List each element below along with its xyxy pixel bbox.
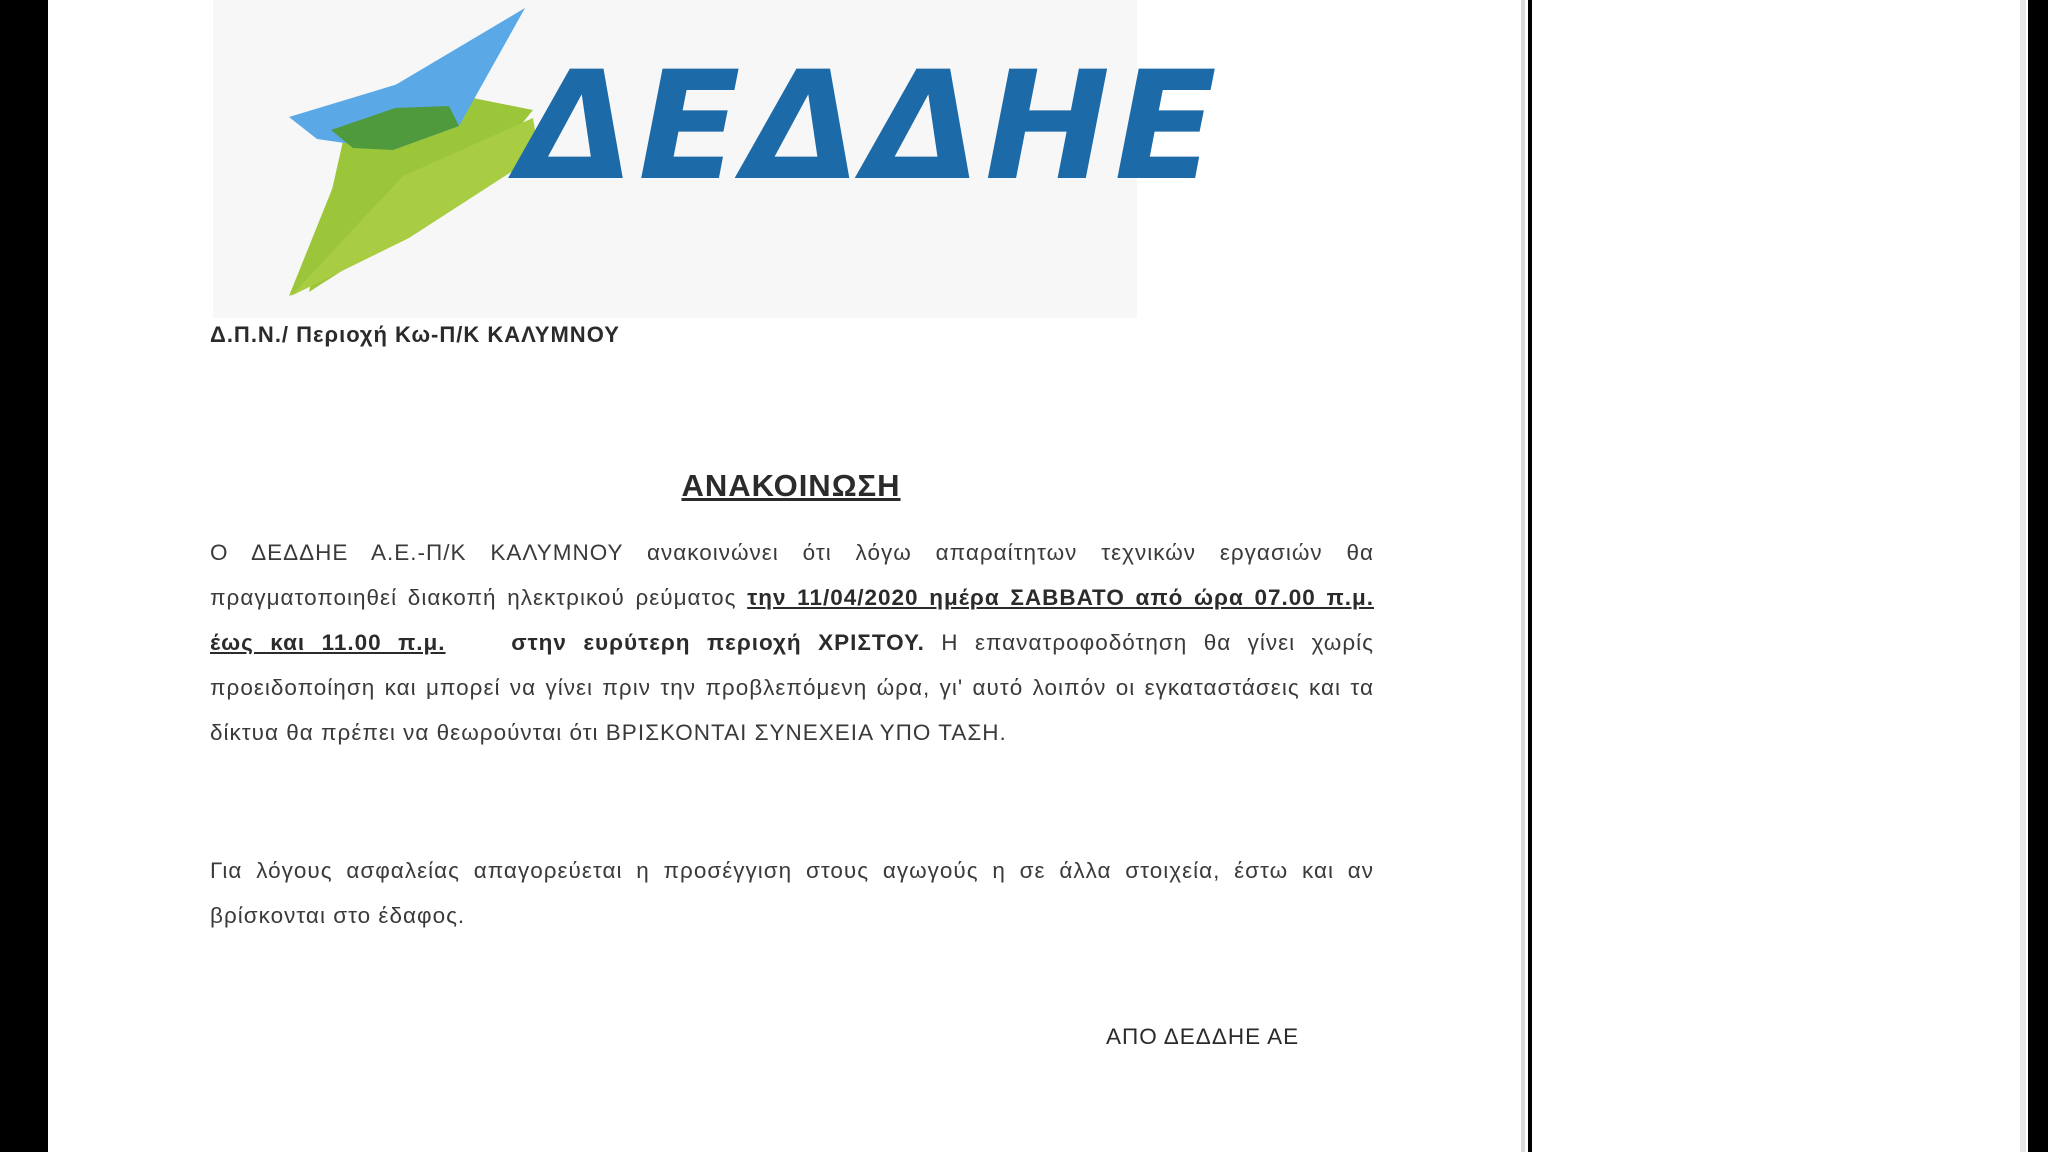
paragraph-1-rest: Η επανατροφοδότηση θα γίνει χωρίς προειδοποίηση και μπορεί να γίνει πριν την προβλεπόμενη ώρα, γι' αυτό λοιπόν οι εγκαταστάσεις και τα δίκτυα θα πρέπει να θεωρούνται ότι ΒΡΙΣΚΟΝΤΑΙ ΣΥΝΕΧΕΙΑ ΥΠΟ ΤΑΣΗ. — [210, 630, 1374, 745]
page-title: ΑΝΑΚΟΙΝΩΣΗ — [681, 468, 901, 503]
outage-area: στην ευρύτερη περιοχή ΧΡΙΣΤΟΥ. — [511, 630, 925, 655]
announcement-paragraph-1 — [210, 530, 1374, 755]
logo-wordmark: ΔΕΔΔΗΕ — [518, 40, 1221, 214]
paragraph-1-intro: Ο ΔΕΔΔΗΕ Α.Ε.-Π/Κ ΚΑΛΥΜΝΟΥ ανακοινώνει ότι λόγω απαραίτητων τεχνικών εργασιών θα πραγματοποιηθεί διακοπή ηλεκτρικού ρεύματος — [210, 540, 1374, 610]
page-edge-divider — [1521, 0, 1525, 1152]
right-blank-panel — [1532, 0, 2028, 1152]
signature: ΑΠΟ ΔΕΔΔΗΕ ΑΕ — [1106, 1024, 1300, 1049]
right-edge-divider — [2020, 0, 2026, 1152]
company-logo — [213, 0, 1221, 318]
outage-date-time: την 11/04/2020 ημέρα ΣΑΒΒΑΤΟ από ώρα 07.00 π.μ. έως και 11.00 π.μ. — [210, 585, 1374, 655]
announcement-paragraph-2: Για λόγους ασφαλείας απαγορεύεται η προσέγγιση στους αγωγούς η σε άλλα στοιχεία, έστω και αν βρίσκονται στο έδαφος. — [210, 858, 1374, 928]
department-heading: Δ.Π.Ν./ Περιοχή Κω-Π/Κ ΚΑΛΥΜΝΟΥ — [210, 322, 620, 347]
